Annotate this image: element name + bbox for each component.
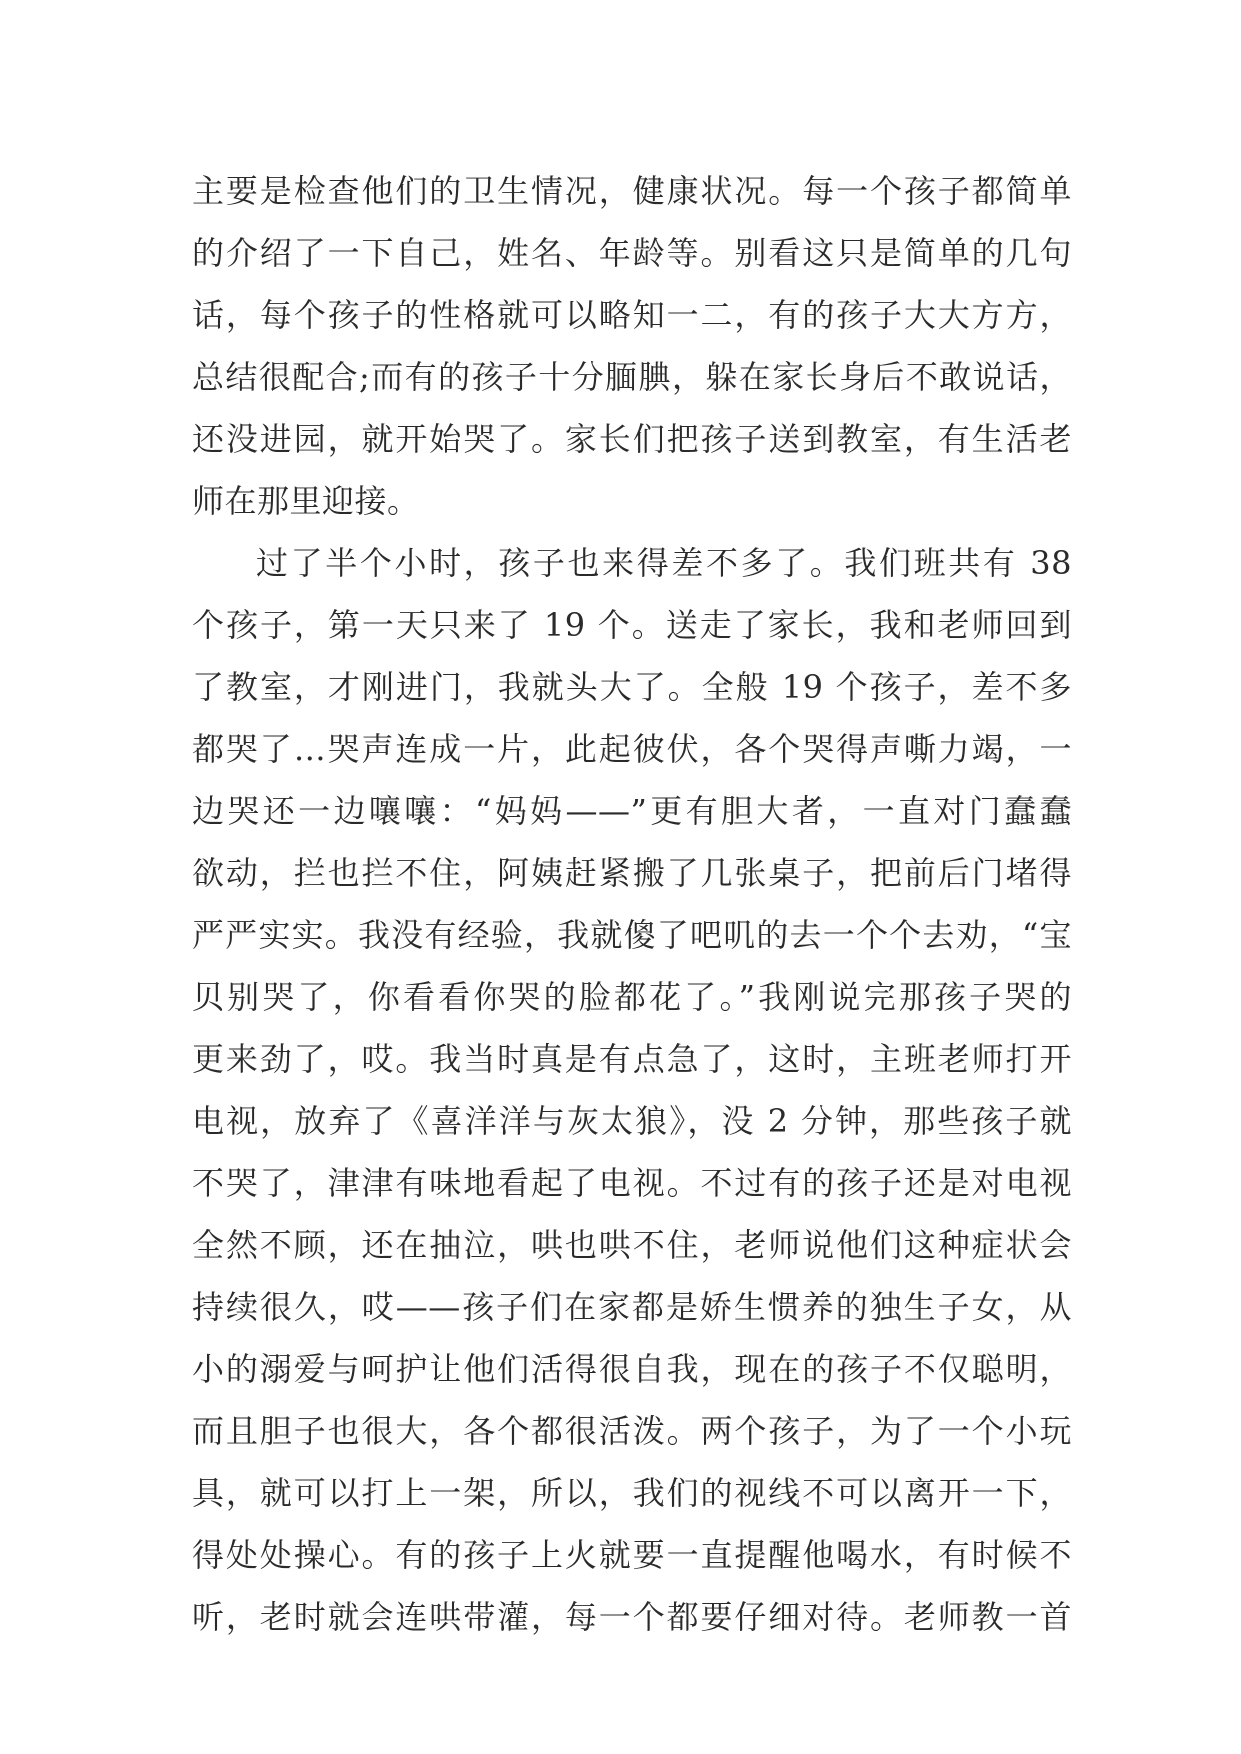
text-line: 边哭还一边嚷嚷：“妈妈——”更有胆大者，一直对门蠢蠢 xyxy=(192,792,1072,830)
text-line: 不哭了，津津有味地看起了电视。不过有的孩子还是对电视 xyxy=(192,1164,1072,1202)
text-line: 电视，放弃了《喜洋洋与灰太狼》，没 2 分钟，那些孩子就 xyxy=(192,1102,1072,1140)
text-line: 总结很配合;而有的孩子十分腼腆，躲在家长身后不敢说话， xyxy=(192,358,1072,396)
text-line: 了教室，才刚进门，我就头大了。全般 19 个孩子，差不多 xyxy=(192,668,1072,706)
text-line: 都哭了…哭声连成一片，此起彼伏，各个哭得声嘶力竭，一 xyxy=(192,730,1072,768)
text-line: 持续很久，哎——孩子们在家都是娇生惯养的独生子女，从 xyxy=(192,1288,1072,1326)
text-line: 得处处操心。有的孩子上火就要一直提醒他喝水，有时候不 xyxy=(192,1536,1072,1574)
text-line: 具，就可以打上一架，所以，我们的视线不可以离开一下， xyxy=(192,1474,1072,1512)
text-line: 欲动，拦也拦不住，阿姨赶紧搬了几张桌子，把前后门堵得 xyxy=(192,854,1072,892)
text-line: 贝别哭了，你看看你哭的脸都花了。”我刚说完那孩子哭的 xyxy=(192,978,1072,1016)
text-line: 还没进园，就开始哭了。家长们把孩子送到教室，有生活老 xyxy=(192,420,1072,458)
text-line: 个孩子，第一天只来了 19 个。送走了家长，我和老师回到 xyxy=(192,606,1072,644)
text-line: 全然不顾，还在抽泣，哄也哄不住，老师说他们这种症状会 xyxy=(192,1226,1072,1264)
text-line: 师在那里迎接。 xyxy=(192,482,420,520)
text-line: 小的溺爱与呵护让他们活得很自我，现在的孩子不仅聪明， xyxy=(192,1350,1072,1388)
text-line: 主要是检查他们的卫生情况，健康状况。每一个孩子都简单 xyxy=(192,172,1072,210)
paragraph-first-line: 过了半个小时，孩子也来得差不多了。我们班共有 38 xyxy=(256,544,1072,582)
text-line: 更来劲了，哎。我当时真是有点急了，这时，主班老师打开 xyxy=(192,1040,1072,1078)
body-text xyxy=(192,160,1072,1648)
text-line: 而且胆子也很大，各个都很活泼。两个孩子，为了一个小玩 xyxy=(192,1412,1072,1450)
text-line: 的介绍了一下自己，姓名、年龄等。别看这只是简单的几句 xyxy=(192,234,1072,272)
text-line: 严严实实。我没有经验，我就傻了吧叽的去一个个去劝，“宝 xyxy=(192,916,1072,954)
text-line: 话，每个孩子的性格就可以略知一二，有的孩子大大方方， xyxy=(192,296,1072,334)
text-line: 听，老时就会连哄带灌，每一个都要仔细对待。老师教一首 xyxy=(192,1598,1072,1636)
